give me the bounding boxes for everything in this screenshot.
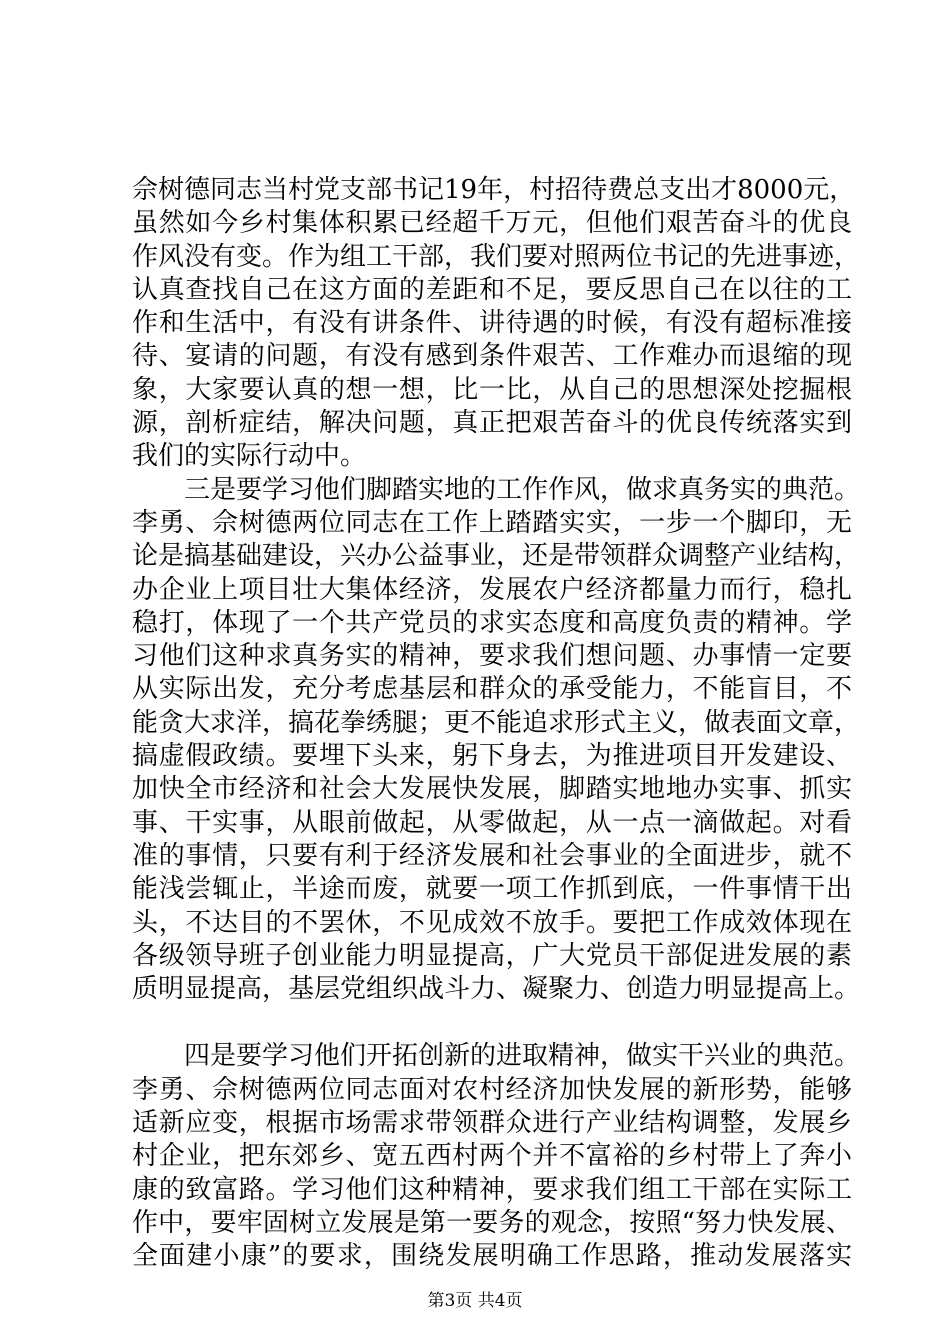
text-line: 佘树德同志当村党支部书记19年，村招待费总支出才8000元， xyxy=(132,175,856,205)
text-line: 全面建小康”的要求，围绕发展明确工作思路，推动发展落实 xyxy=(132,1241,852,1272)
text-line: 作风没有变。作为组工干部，我们要对照两位书记的先进事迹， xyxy=(132,241,861,272)
text-line: 质明显提高，基层党组织战斗力、凝聚力、创造力明显提高上。 xyxy=(132,974,861,1005)
document-body xyxy=(132,174,861,1274)
text-line: 适新应变，根据市场需求带领群众进行产业结构调整，发展乡 xyxy=(132,1108,852,1139)
paragraph-3 xyxy=(132,1040,861,1273)
text-line: 办企业上项目壮大集体经济，发展农户经济都量力而行，稳扎 xyxy=(132,574,852,605)
text-line: 认真查找自己在这方面的差距和不足，要反思自己在以往的工 xyxy=(132,274,852,305)
text-line: 我们的实际行动中。 xyxy=(132,441,367,472)
paragraph-spacer xyxy=(132,1006,852,1040)
paragraph-2 xyxy=(132,474,861,1007)
text-line: 待、宴请的问题，有没有感到条件艰苦、工作难办而退缩的现 xyxy=(132,341,852,372)
text-line: 象，大家要认真的想一想，比一比，从自己的思想深处挖掘根 xyxy=(132,374,852,405)
text-line: 从实际出发，充分考虑基层和群众的承受能力，不能盲目，不 xyxy=(132,674,852,705)
text-line: 论是搞基础建设，兴办公益事业，还是带领群众调整产业结构， xyxy=(132,541,861,572)
text-line: 康的致富路。学习他们这种精神，要求我们组工干部在实际工 xyxy=(132,1174,852,1205)
text-line: 能浅尝辄止，半途而废，就要一项工作抓到底，一件事情干出 xyxy=(132,874,852,905)
text-line: 四是要学习他们开拓创新的进取精神，做实干兴业的典范。 xyxy=(184,1041,861,1072)
text-line: 虽然如今乡村集体积累已经超千万元，但他们艰苦奋斗的优良 xyxy=(132,208,852,239)
text-line: 搞虚假政绩。要埋下头来，躬下身去，为推进项目开发建设、 xyxy=(132,741,852,772)
text-line: 作中，要牢固树立发展是第一要务的观念，按照“努力快发展、 xyxy=(132,1207,852,1238)
text-line: 各级领导班子创业能力明显提高，广大党员干部促进发展的素 xyxy=(132,940,852,971)
text-line: 李勇、佘树德两位同志面对农村经济加快发展的新形势，能够 xyxy=(132,1074,852,1105)
text-line: 源，剖析症结，解决问题，真正把艰苦奋斗的优良传统落实到 xyxy=(132,408,852,439)
text-line: 准的事情，只要有利于经济发展和社会事业的全面进步，就不 xyxy=(132,840,852,871)
page-footer xyxy=(0,1290,950,1312)
text-line: 三是要学习他们脚踏实地的工作作风，做求真务实的典范。 xyxy=(184,474,861,505)
page-number: 第3页 共4页 xyxy=(427,1291,523,1311)
text-line: 稳打，体现了一个共产党员的求实态度和高度负责的精神。学 xyxy=(132,607,852,638)
text-line: 作和生活中，有没有讲条件、讲待遇的时候，有没有超标准接 xyxy=(132,308,852,339)
text-line: 头，不达目的不罢休，不见成效不放手。要把工作成效体现在 xyxy=(132,907,852,938)
text-line: 事、干实事，从眼前做起，从零做起，从一点一滴做起。对看 xyxy=(132,807,852,838)
text-line: 能贪大求洋，搞花拳绣腿；更不能追求形式主义，做表面文章， xyxy=(132,707,861,738)
text-line: 李勇、佘树德两位同志在工作上踏踏实实，一步一个脚印，无 xyxy=(132,507,852,538)
text-line: 村企业，把东郊乡、宽五西村两个并不富裕的乡村带上了奔小 xyxy=(132,1141,852,1172)
text-line: 加快全市经济和社会大发展快发展，脚踏实地地办实事、抓实 xyxy=(132,774,852,805)
paragraph-1 xyxy=(132,174,861,474)
text-line: 习他们这种求真务实的精神，要求我们想问题、办事情一定要 xyxy=(132,641,852,672)
